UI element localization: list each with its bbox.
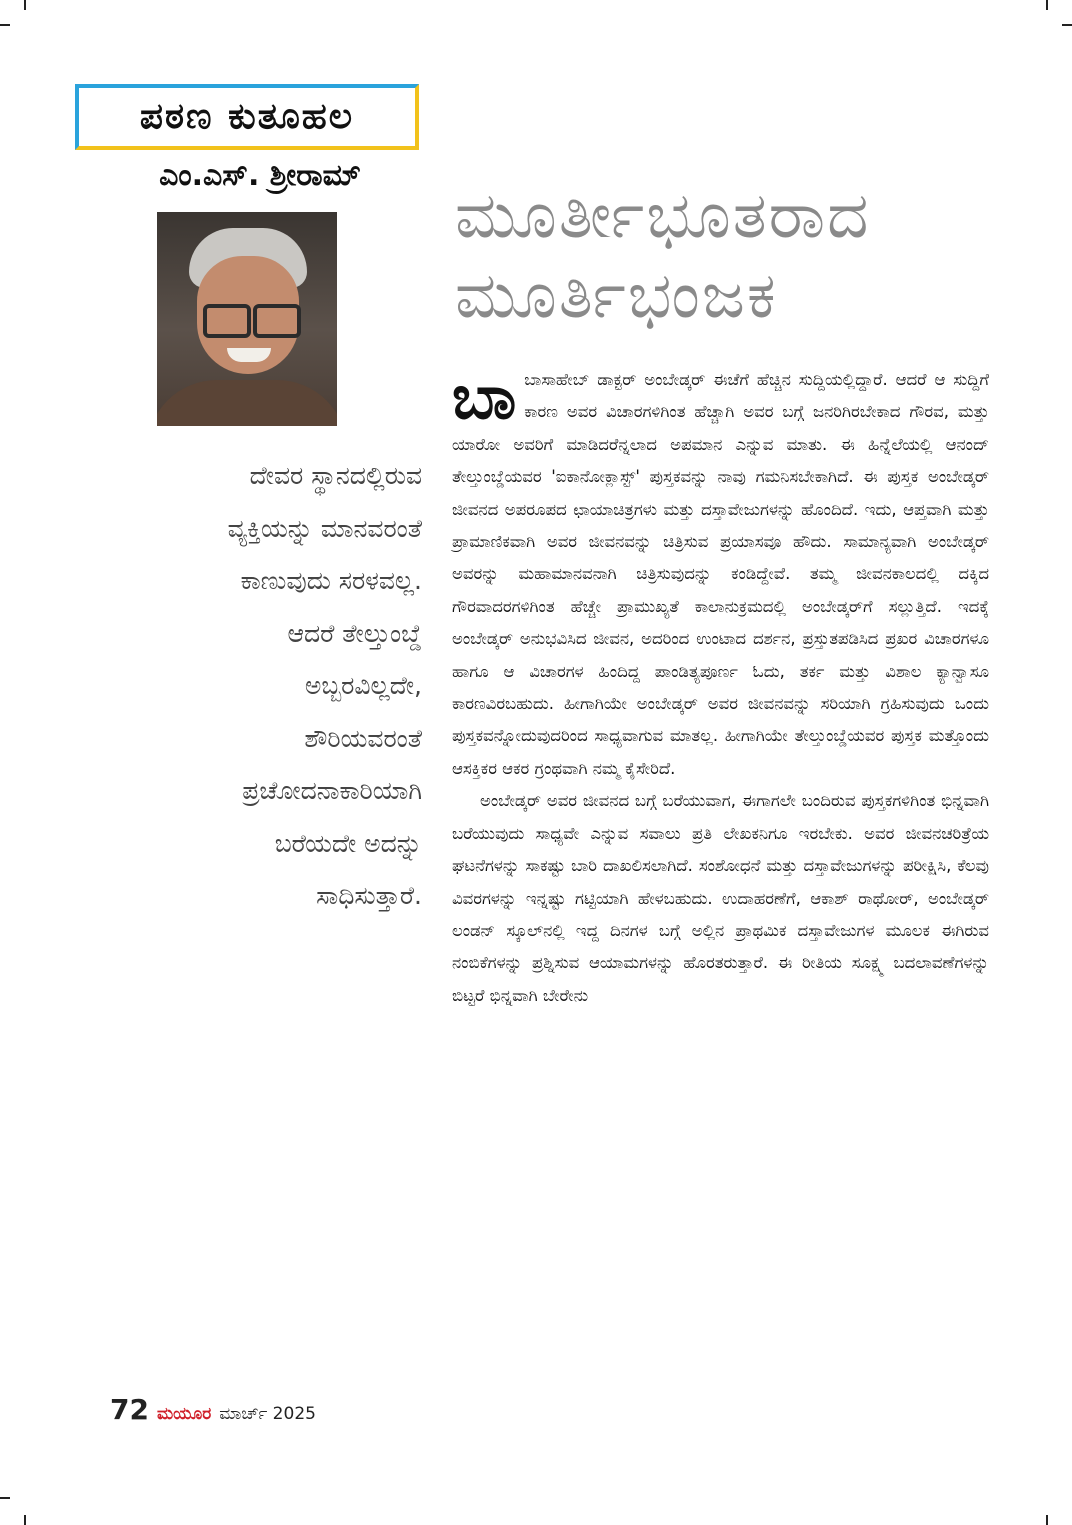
- drop-cap: ಬಾ: [452, 360, 517, 433]
- crop-mark: [1062, 24, 1072, 26]
- article-headline: [455, 176, 1015, 336]
- pullquote-line: ಅಬ್ಬರವಿಲ್ಲದೇ,: [304, 671, 422, 700]
- pullquote-line: ಕಾಣುವುದು ಸರಳವಲ್ಲ.: [240, 566, 422, 595]
- author-photo: [157, 212, 337, 426]
- pullquote-line: ಪ್ರಚೋದನಾಕಾರಿಯಾಗಿ: [242, 776, 422, 805]
- pullquote-line: ಆದರೆ ತೇಲ್ತುಂಬ್ಡೆ: [287, 618, 422, 648]
- pullquote-line: ಬರೆಯದೇ ಅದನ್ನು: [274, 828, 422, 858]
- magazine-logo: ಮಯೂರ: [156, 1404, 212, 1424]
- pullquote-line: ಸಾಧಿಸುತ್ತಾರೆ.: [316, 881, 422, 910]
- crop-mark: [1046, 1515, 1048, 1525]
- crop-mark: [24, 0, 26, 10]
- article-paragraph: ಅಂಬೇಡ್ಕರ್ ಅವರ ಜೀವನದ ಬಗ್ಗೆ ಬರೆಯುವಾಗ, ಈಗಾಗಲೇ ಬಂದಿರುವ ಪುಸ್ತಕಗಳಿಗಿಂತ ಭಿನ್ನವಾಗಿ ಬರೆಯುವುದು ಸಾಧ್ಯವೇ ಎನ್ನುವ ಸವಾಲು ಪ್ರತಿ ಲೇಖಕನಿಗೂ ಇರಬೇಕು. ಅವರ ಜೀವನಚರಿತ್ರೆಯ ಘಟನೆಗಳನ್ನು ಸಾಕಷ್ಟು ಬಾರಿ ದಾಖಲಿಸಲಾಗಿದೆ. ಸಂಶೋಧನೆ ಮತ್ತು ದಸ್ತಾವೇಜುಗಳನ್ನು ಪರೀಕ್ಷಿಸಿ, ಕೆಲವು ವಿವರಗಳನ್ನು ಇನ್ನಷ್ಟು ಗಟ್ಟಿಯಾಗಿ ಹೇಳಬಹುದು. ಉದಾಹರಣೆಗೆ, ಆಕಾಶ್ ರಾಥೋರ್, ಅಂಬೇಡ್ಕರ್ ಲಂಡನ್ ಸ್ಕೂಲ್‌ನಲ್ಲಿ ಇದ್ದ ದಿನಗಳ ಬಗ್ಗೆ ಅಲ್ಲಿನ ಪ್ರಾಥಮಿಕ ದಸ್ತಾವೇಜುಗಳ ಮೂಲಕ ಈಗಿರುವ ನಂಬಿಕೆಗಳನ್ನು ಪ್ರಶ್ನಿಸುವ ಆಯಾಮಗಳನ್ನು ಹೊರತರುತ್ತಾರೆ. ಈ ರೀತಿಯ ಸೂಕ್ಷ್ಮ ಬದಲಾವಣೆಗಳನ್ನು ಬಿಟ್ಟರೆ ಭಿನ್ನವಾಗಿ ಬೇರೇನು: [452, 791, 989, 1005]
- issue-date: ಮಾರ್ಚ್ 2025: [219, 1404, 316, 1424]
- pullquote-line: ಶೌರಿಯವರಂತೆ: [304, 723, 422, 753]
- headline-line-1: ಮೂರ್ತೀಭೂತರಾದ: [455, 179, 871, 253]
- crop-mark: [0, 1497, 10, 1499]
- pullquote: [110, 450, 422, 923]
- article-paragraph: ಬಾಸಾಹೇಬ್ ಡಾಕ್ಟರ್ ಅಂಬೇಡ್ಕರ್ ಈಚೆಗೆ ಹೆಚ್ಚಿನ ಸುದ್ದಿಯಲ್ಲಿದ್ದಾರೆ. ಆದರೆ ಆ ಸುದ್ದಿಗೆ ಕಾರಣ ಅವರ ವಿಚಾರಗಳಿಗಿಂತ ಹೆಚ್ಚಾಗಿ ಅವರ ಬಗ್ಗೆ ಜನರಿಗಿರಬೇಕಾದ ಗೌರವ, ಮತ್ತು ಯಾರೋ ಅವರಿಗೆ ಮಾಡಿದರೆನ್ನಲಾದ ಅಪಮಾನ ಎನ್ನುವ ಮಾತು. ಈ ಹಿನ್ನೆಲೆಯಲ್ಲಿ ಆನಂದ್ ತೇಲ್ತುಂಬ್ಡೆಯವರ 'ಐಕಾನೋಕ್ಲಾಸ್ಟ್' ಪುಸ್ತಕವನ್ನು ನಾವು ಗಮನಿಸಬೇಕಾಗಿದೆ. ಈ ಪುಸ್ತಕ ಅಂಬೇಡ್ಕರ್ ಜೀವನದ ಅಪರೂಪದ ಛಾಯಾಚಿತ್ರಗಳು ಮತ್ತು ದಸ್ತಾವೇಜುಗಳನ್ನು ಹೊಂದಿದೆ. ಇದು, ಆಪ್ತವಾಗಿ ಮತ್ತು ಪ್ರಾಮಾಣಿಕವಾಗಿ ಅವರ ಜೀವನವನ್ನು ಚಿತ್ರಿಸುವ ಪ್ರಯಾಸವೂ ಹೌದು. ಸಾಮಾನ್ಯವಾಗಿ ಅಂಬೇಡ್ಕರ್ ಅವರನ್ನು ಮಹಾಮಾನವನಾಗಿ ಚಿತ್ರಿಸುವುದನ್ನು ಕಂಡಿದ್ದೇವೆ. ತಮ್ಮ ಜೀವನಕಾಲದಲ್ಲಿ ದಕ್ಕಿದ ಗೌರವಾದರಗಳಿಗಿಂತ ಹೆಚ್ಚೇ ಪ್ರಾಮುಖ್ಯತೆ ಕಾಲಾನುಕ್ರಮದಲ್ಲಿ ಅಂಬೇಡ್ಕರ್‌ಗೆ ಸಲ್ಲುತ್ತಿದೆ. ಇದಕ್ಕೆ ಅಂಬೇಡ್ಕರ್ ಅನುಭವಿಸಿದ ಜೀವನ, ಅದರಿಂದ ಉಂಟಾದ ದರ್ಶನ, ಪ್ರಸ್ತುತಪಡಿಸಿದ ಪ್ರಖರ ವಿಚಾರಗಳೂ ಹಾಗೂ ಆ ವಿಚಾರಗಳ ಹಿಂದಿದ್ದ ಪಾಂಡಿತ್ಯಪೂರ್ಣ ಓದು, ತರ್ಕ ಮತ್ತು ವಿಶಾಲ ಕ್ಯಾನ್ವಾಸೂ ಕಾರಣವಿರಬಹುದು. ಹೀಗಾಗಿಯೇ ಅಂಬೇಡ್ಕರ್ ಅವರ ಜೀವನವನ್ನು ಸರಿಯಾಗಿ ಗ್ರಹಿಸುವುದು ಒಂದು ಪುಸ್ತಕವನ್ನೋದುವುದರಿಂದ ಸಾಧ್ಯವಾಗುವ ಮಾತಲ್ಲ. ಹೀಗಾಗಿಯೇ ತೇಲ್ತುಂಬ್ಡೆಯವರ ಪುಸ್ತಕ ಮತ್ತೊಂದು ಆಸಕ್ತಿಕರ ಆಕರ ಗ್ರಂಥವಾಗಿ ನಮ್ಮ ಕೈಸೇರಿದೆ.: [452, 370, 989, 778]
- article-body: [452, 360, 989, 1012]
- column-tag: ಪಠಣ ಕುತೂಹಲ: [75, 84, 419, 150]
- headline-line-2: ಮೂರ್ತಿಭಂಜಕ: [455, 259, 778, 333]
- crop-mark: [1046, 0, 1048, 10]
- page-number: 72: [110, 1393, 149, 1426]
- crop-mark: [0, 24, 10, 26]
- author-name: ಎಂ.ಎಸ್. ಶ್ರೀರಾಮ್: [159, 158, 361, 193]
- page-footer: [110, 1393, 316, 1426]
- crop-mark: [24, 1515, 26, 1525]
- pullquote-line: ವ್ಯಕ್ತಿಯನ್ನು ಮಾನವರಂತೆ: [227, 513, 422, 543]
- pullquote-line: ದೇವರ ಸ್ಥಾನದಲ್ಲಿರುವ: [249, 461, 422, 490]
